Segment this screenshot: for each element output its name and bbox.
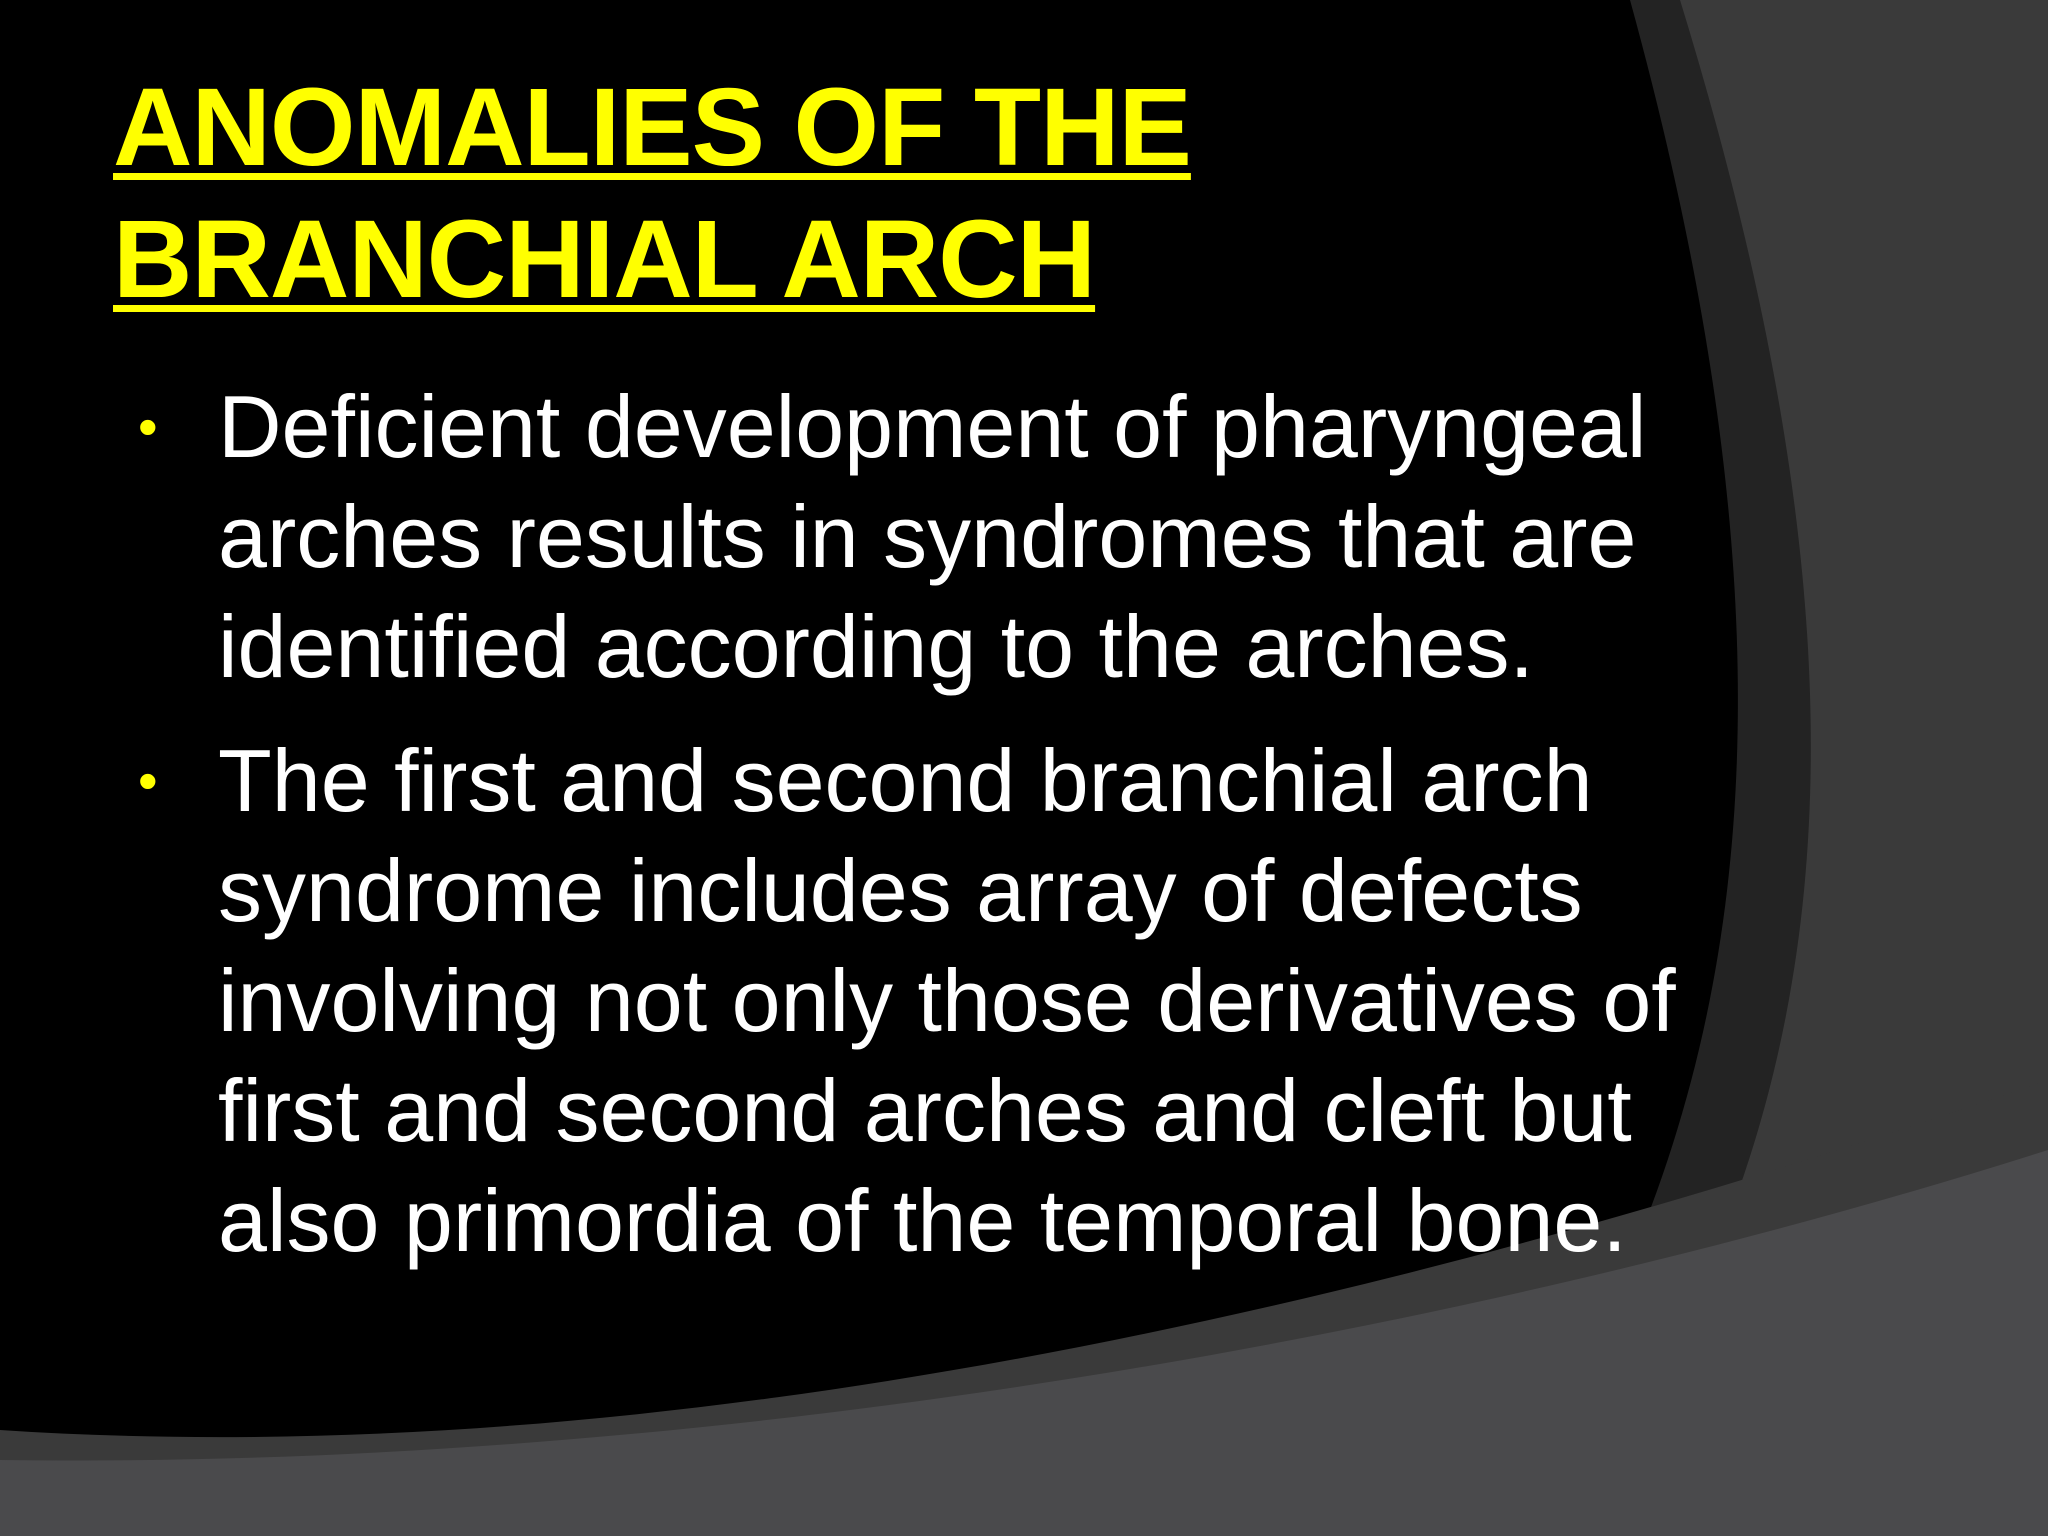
bullet-1-line-3: identified according to the arches. xyxy=(218,597,1534,696)
bullet-1-line-1: Deficient development of pharyngeal xyxy=(218,377,1647,476)
bullet-2-line-1: The first and second branchial arch xyxy=(218,731,1593,830)
bullet-2-line-2: syndrome includes array of defects xyxy=(218,841,1583,940)
bullet-list xyxy=(128,372,1788,1300)
bullet-dot-icon: • xyxy=(138,749,158,812)
bullet-item-1 xyxy=(128,372,1788,702)
bullet-item-2 xyxy=(128,726,1788,1276)
bullet-2-line-4: first and second arches and cleft but xyxy=(218,1061,1632,1160)
bullet-1-line-2: arches results in syndromes that are xyxy=(218,487,1637,586)
slide-title-line-2: BRANCHIAL ARCH xyxy=(113,198,1096,321)
bullet-dot-icon: • xyxy=(138,395,158,458)
bullet-2-line-5: also primordia of the temporal bone. xyxy=(218,1171,1627,1270)
slide-title xyxy=(113,62,1191,326)
slide-title-line-1: ANOMALIES OF THE xyxy=(113,66,1191,189)
bullet-2-line-3: involving not only those derivatives of xyxy=(218,951,1676,1050)
